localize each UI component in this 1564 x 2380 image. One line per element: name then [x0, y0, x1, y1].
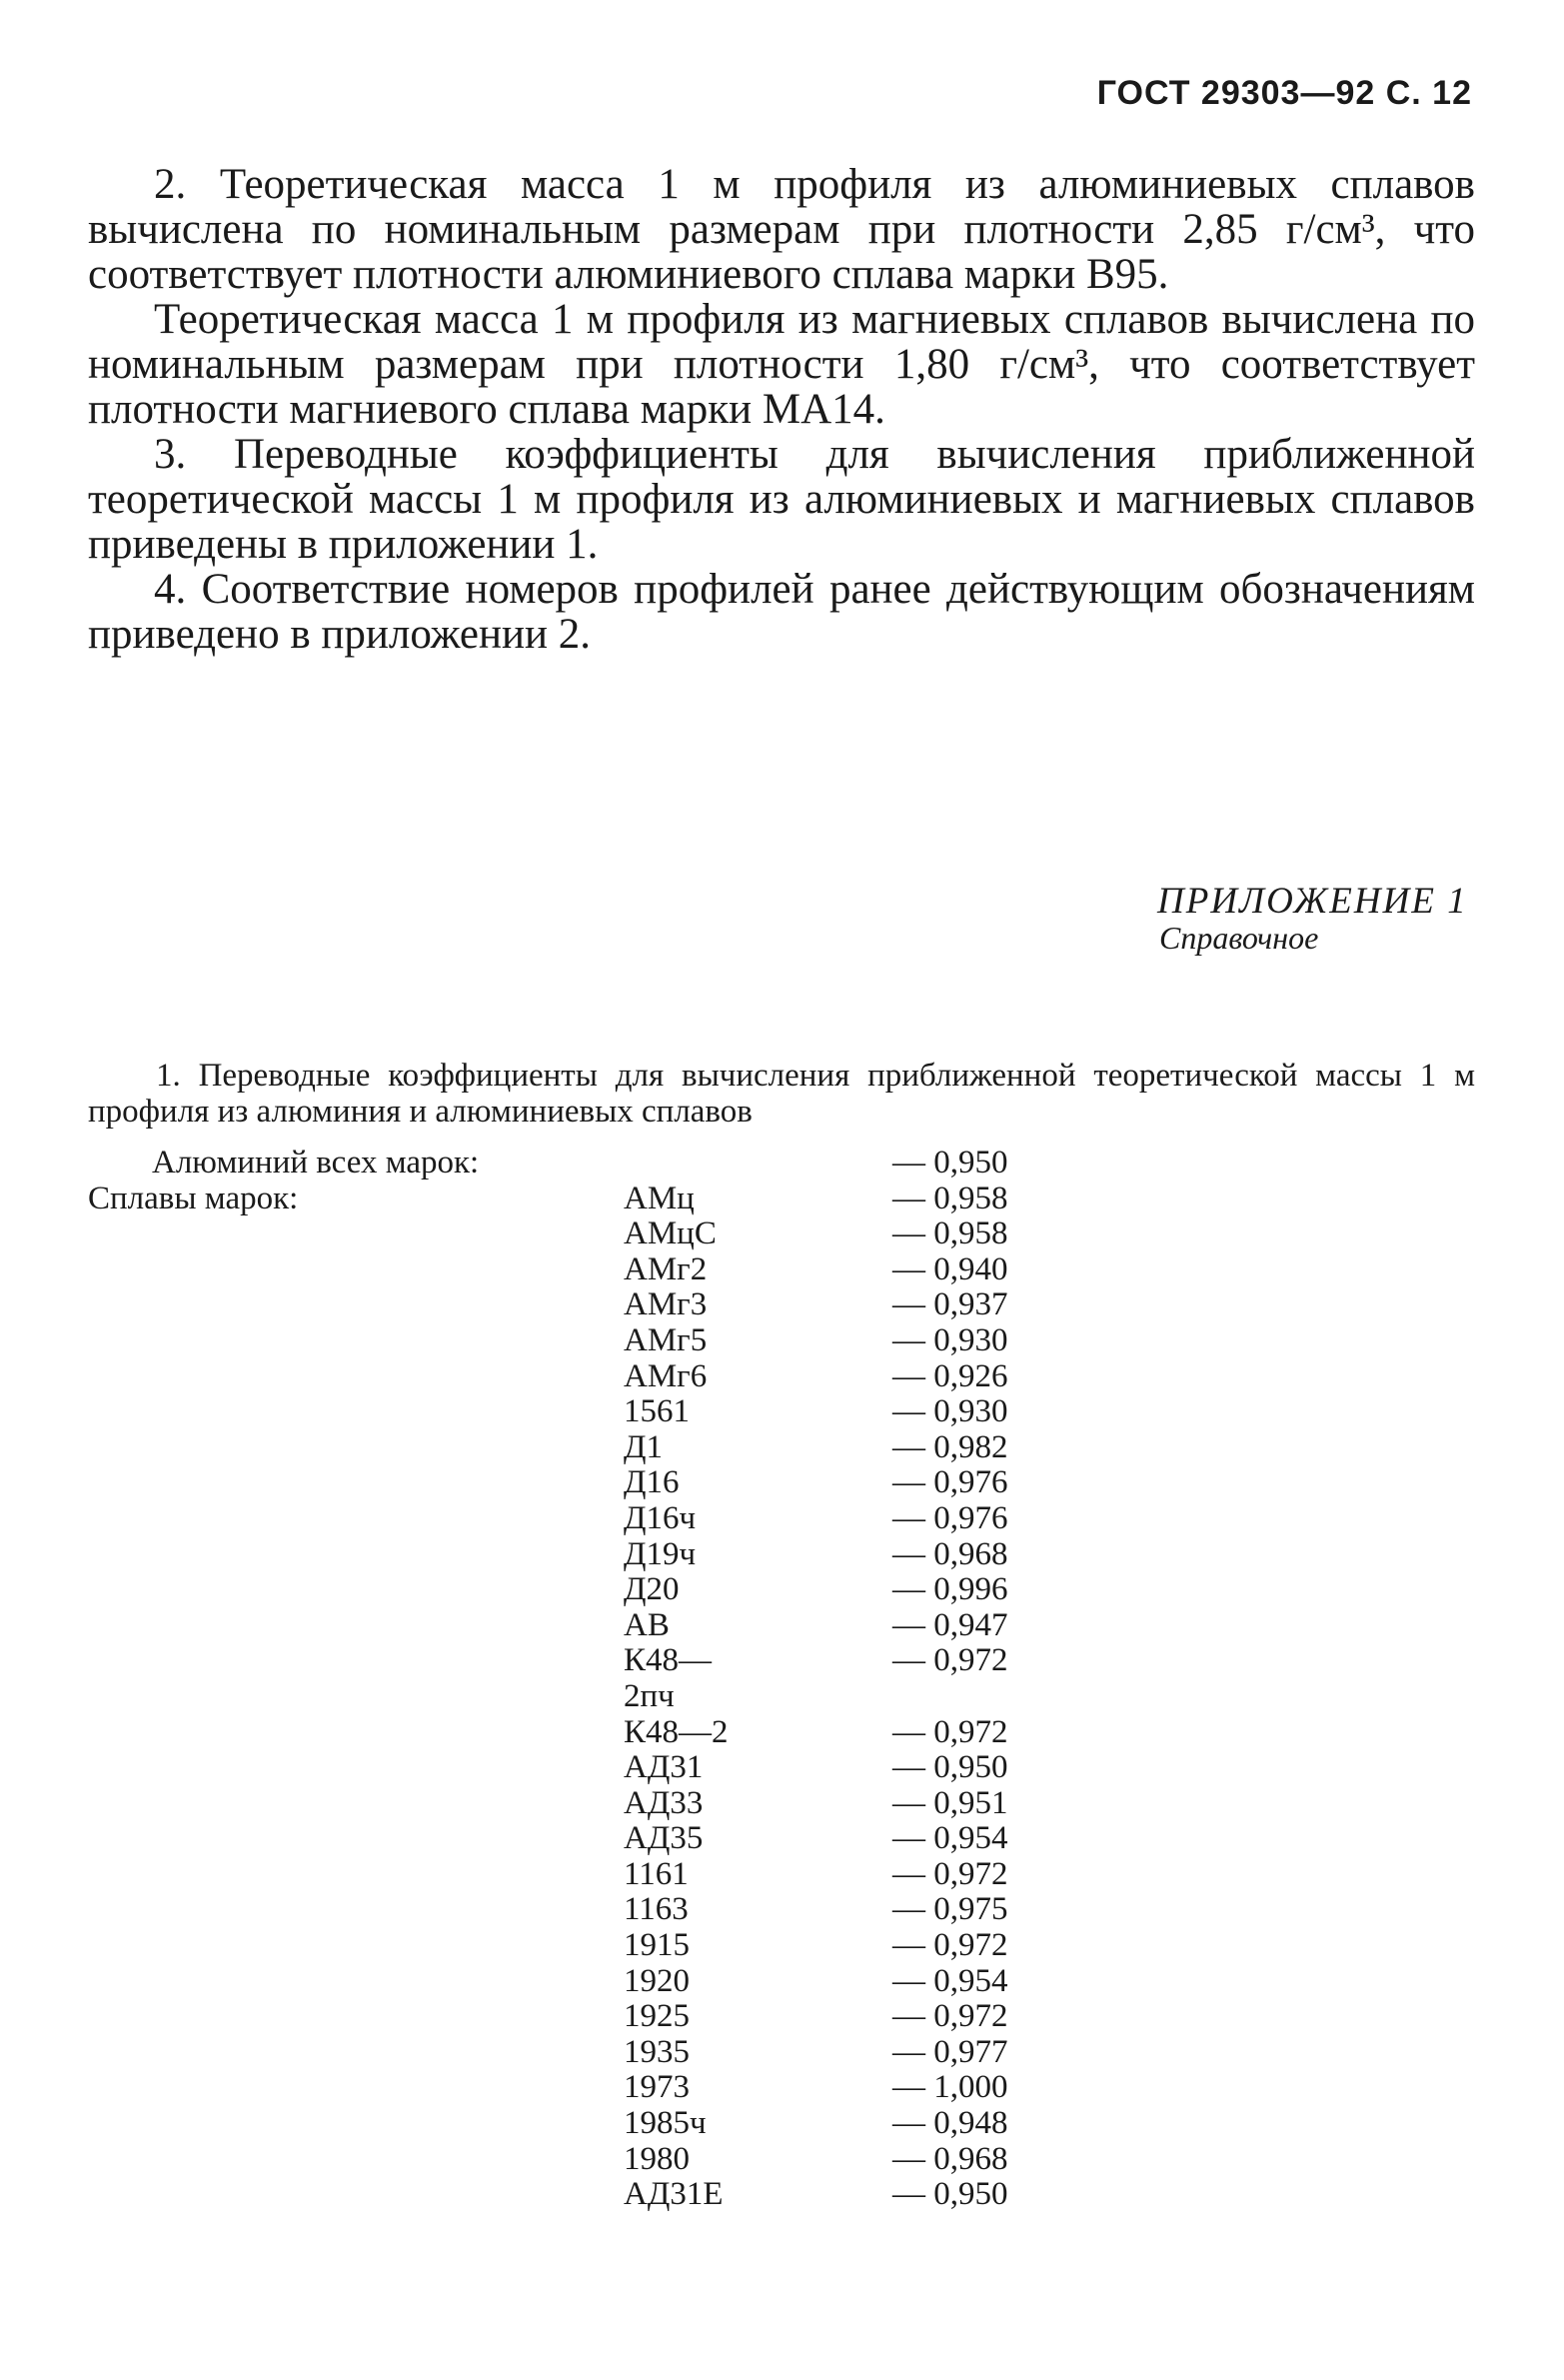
- alloy-grade: АД33: [624, 1784, 704, 1821]
- table-row: [0, 1679, 1564, 1715]
- table-row: [0, 1287, 1564, 1323]
- alloy-coefficient: — 0,958: [892, 1215, 1008, 1252]
- alloy-coefficient: — 1,000: [892, 2069, 1008, 2106]
- alloy-coefficient: — 0,947: [892, 1606, 1008, 1643]
- alloy-grade: Д20: [624, 1571, 680, 1608]
- alloy-coefficient: — 0,950: [892, 2176, 1008, 2213]
- alloy-coefficient: — 0,972: [892, 1855, 1008, 1892]
- alloy-grade: 1161: [624, 1855, 689, 1892]
- alloy-grade: 1973: [624, 2069, 690, 2106]
- aluminum-label: Алюминий всех марок:: [152, 1145, 480, 1181]
- alloy-grade: 1163: [624, 1891, 689, 1928]
- alloy-coefficient: — 0,930: [892, 1393, 1008, 1430]
- alloy-coefficient: — 0,940: [892, 1250, 1008, 1287]
- alloy-coefficient: — 0,951: [892, 1784, 1008, 1821]
- alloy-coefficient: — 0,977: [892, 2033, 1008, 2070]
- table-row: [0, 2106, 1564, 2142]
- alloy-coefficient: — 0,968: [892, 2140, 1008, 2177]
- alloy-grade: АВ: [624, 1606, 670, 1643]
- alloy-grade: 1935: [624, 2033, 690, 2070]
- table-row: [0, 2142, 1564, 2178]
- table-row: [0, 1252, 1564, 1288]
- table-row-aluminum: [0, 1146, 1564, 1182]
- alloy-grade: К48—2: [624, 1713, 729, 1750]
- table-row: [0, 1608, 1564, 1644]
- table-row: [0, 1501, 1564, 1537]
- alloy-coefficient: — 0,968: [892, 1535, 1008, 1572]
- table-row: [0, 1182, 1564, 1217]
- alloy-grade: АМг6: [624, 1357, 708, 1394]
- table-row: [0, 1928, 1564, 1964]
- alloy-grade: 1925: [624, 1998, 690, 2035]
- alloy-coefficient: — 0,950: [892, 1749, 1008, 1786]
- alloy-coefficient: — 0,976: [892, 1464, 1008, 1501]
- alloy-grade: 1915: [624, 1927, 690, 1964]
- alloy-grade: АМг5: [624, 1321, 708, 1358]
- alloy-coefficient: — 0,937: [892, 1286, 1008, 1323]
- alloy-coefficient: — 0,930: [892, 1321, 1008, 1358]
- aluminum-value: — 0,950: [892, 1145, 1008, 1181]
- alloy-coefficient: — 0,958: [892, 1180, 1008, 1216]
- paragraph-theoretical-mass-aluminum: 2. Теоретическая масса 1 м профиля из алюминиевых сплавов вычислена по номинальным размерам при плотности 2,85 г/см³, что соответствует плотности алюминиевого сплава марки В95.: [88, 161, 1475, 298]
- alloy-coefficient: — 0,972: [892, 1927, 1008, 1964]
- table-row: [0, 2177, 1564, 2213]
- table-row: [0, 1857, 1564, 1893]
- alloys-label: Сплавы марок:: [88, 1180, 299, 1216]
- alloy-grade: Д19ч: [624, 1535, 697, 1572]
- table-row: [0, 1999, 1564, 2035]
- alloy-grade: АД31: [624, 1749, 704, 1786]
- alloy-grade: АД31Е: [624, 2176, 724, 2213]
- table-row: [0, 2035, 1564, 2071]
- table-row: [0, 1465, 1564, 1501]
- alloy-coefficient: — 0,996: [892, 1571, 1008, 1608]
- table-row: [0, 1786, 1564, 1822]
- table-row: [0, 1359, 1564, 1395]
- table-row: [0, 1323, 1564, 1359]
- table-row: [0, 1537, 1564, 1573]
- table-row: [0, 1216, 1564, 1252]
- alloy-coefficient: — 0,954: [892, 1820, 1008, 1857]
- table-row: [0, 2070, 1564, 2106]
- table-row: [0, 1394, 1564, 1430]
- appendix-subtitle: Справочное: [1159, 920, 1319, 956]
- table-row: [0, 1430, 1564, 1466]
- alloy-coefficient: — 0,972: [892, 1642, 1008, 1679]
- alloy-coefficient: — 0,972: [892, 1713, 1008, 1750]
- alloy-grade: 1985ч: [624, 2105, 707, 2142]
- table-row: [0, 1572, 1564, 1608]
- alloy-grade: АМг2: [624, 1250, 708, 1287]
- table-row: [0, 1892, 1564, 1928]
- appendix-intro: [88, 1058, 1475, 1130]
- table-row: [0, 1821, 1564, 1857]
- coefficients-table: [0, 1146, 1564, 2213]
- alloy-coefficient: — 0,975: [892, 1891, 1008, 1928]
- alloy-grade: АМг3: [624, 1286, 708, 1323]
- alloy-grade: 1980: [624, 2140, 690, 2177]
- alloy-coefficient: — 0,948: [892, 2105, 1008, 2142]
- alloy-grade: Д1: [624, 1428, 664, 1465]
- table-row: [0, 1964, 1564, 2000]
- alloy-grade: 2пч: [624, 1677, 675, 1714]
- alloy-coefficient: — 0,972: [892, 1998, 1008, 2035]
- appendix-intro-text: 1. Переводные коэффициенты для вычисления приближенной теоретической массы 1 м профиля из алюминия и алюминиевых сплавов: [88, 1058, 1475, 1130]
- body-text: [88, 162, 1475, 657]
- page-header: ГОСТ 29303—92 С. 12: [1096, 74, 1472, 112]
- alloy-coefficient: — 0,982: [892, 1428, 1008, 1465]
- alloy-grade: АМц: [624, 1180, 695, 1216]
- alloy-coefficient: — 0,926: [892, 1357, 1008, 1394]
- alloy-coefficient: — 0,954: [892, 1962, 1008, 1999]
- paragraph-conversion-coefficients: 3. Переводные коэффициенты для вычисления приближенной теоретической массы 1 м профиля из алюминиевых и магниевых сплавов приведены в приложении 1.: [88, 431, 1475, 568]
- paragraph-profile-numbers: 4. Соответствие номеров профилей ранее действующим обозначениям приведено в приложении 2.: [88, 566, 1475, 658]
- alloy-grade: 1561: [624, 1393, 690, 1430]
- paragraph-theoretical-mass-magnesium: Теоретическая масса 1 м профиля из магниевых сплавов вычислена по номинальным размерам при плотности 1,80 г/см³, что соответствует плотности магниевого сплава марки МА14.: [88, 296, 1475, 433]
- alloy-coefficient: — 0,976: [892, 1499, 1008, 1536]
- alloy-grade: АМцС: [624, 1215, 717, 1252]
- table-row: [0, 1643, 1564, 1679]
- alloy-grade: АД35: [624, 1820, 704, 1857]
- alloy-grade: Д16ч: [624, 1499, 697, 1536]
- alloy-grade: Д16: [624, 1464, 680, 1501]
- table-row: [0, 1750, 1564, 1786]
- appendix-title: ПРИЛОЖЕНИЕ 1: [1157, 881, 1468, 922]
- table-row: [0, 1715, 1564, 1751]
- alloy-grade: 1920: [624, 1962, 690, 1999]
- alloy-grade: К48—: [624, 1642, 713, 1679]
